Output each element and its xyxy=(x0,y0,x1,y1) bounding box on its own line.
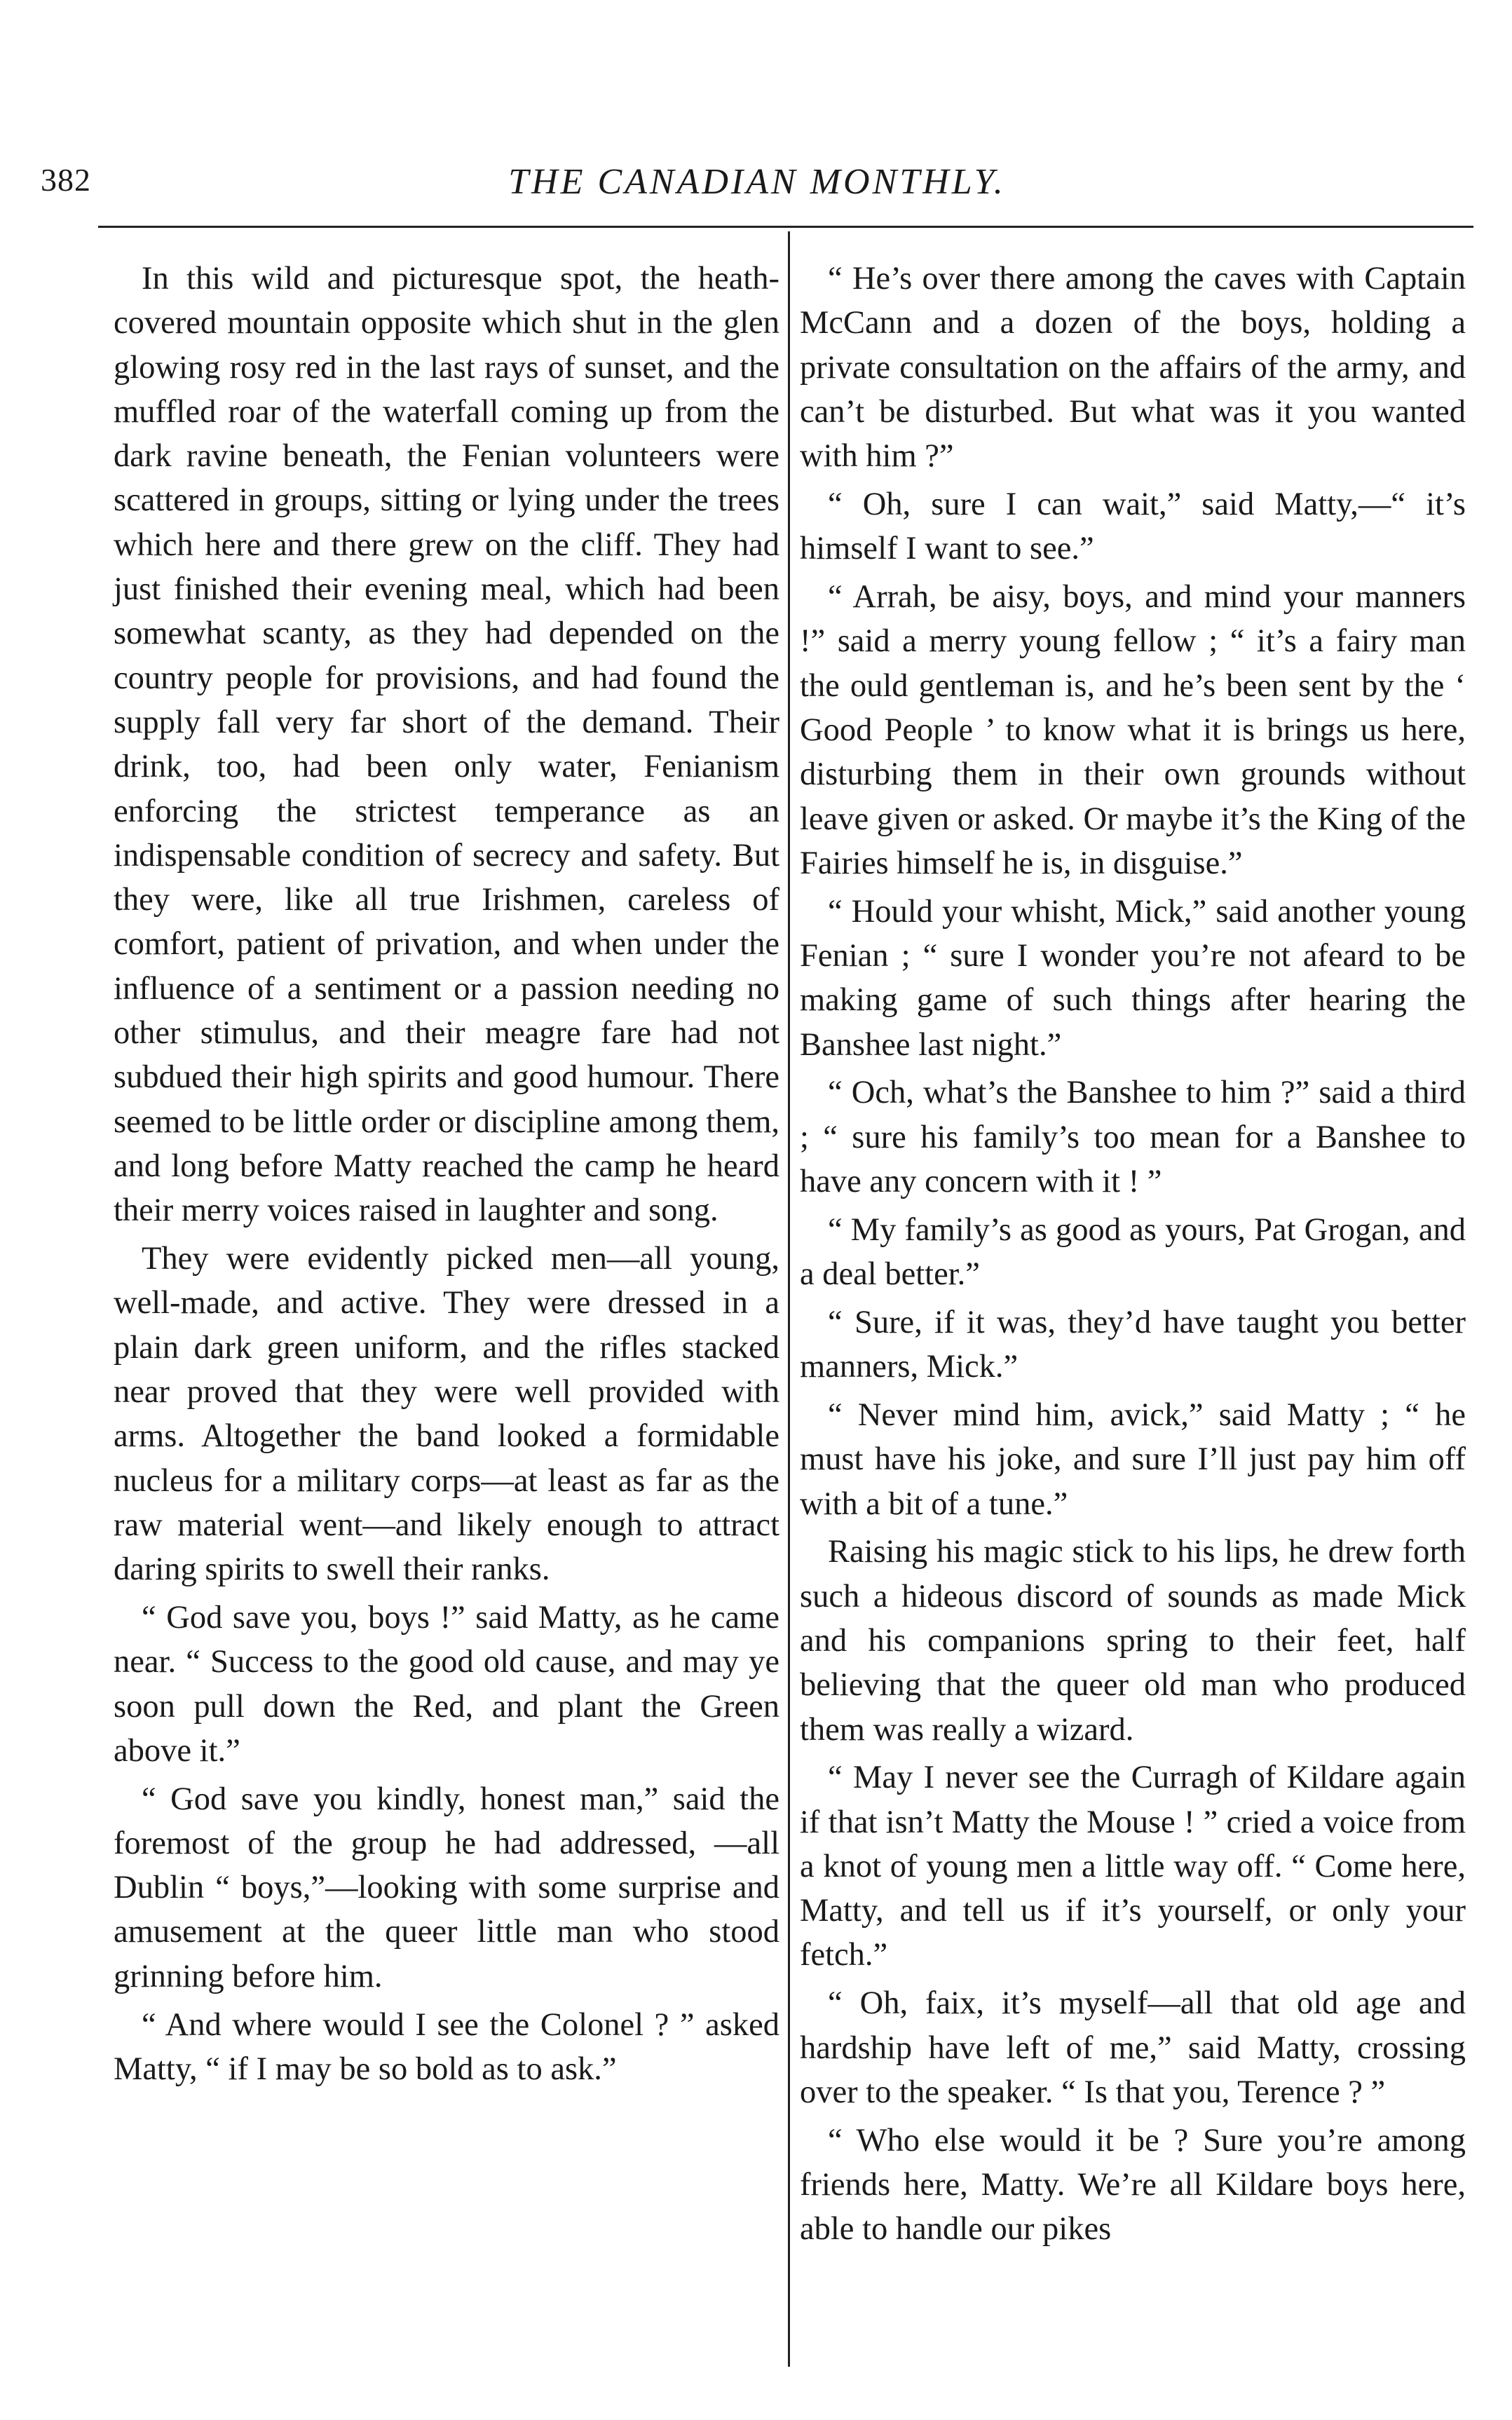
paragraph: They were evidently picked men—all young, well-made, and active. They were dressed in a plain dark green uniform, and the rifles stacked near proved that they were well provided with arms. Altogether the band looked a formidable nucleus for a military corps—at least as far as the raw material went—and likely enough to attract daring spirits to swell their ranks. xyxy=(114,1241,779,1588)
paragraph: “ Sure, if it was, they’d have taught you better manners, Mick.” xyxy=(800,1304,1466,1385)
paragraph: “ My family’s as good as yours, Pat Grogan, and a deal better.” xyxy=(800,1211,1466,1293)
page-number: 382 xyxy=(41,162,91,198)
right-column xyxy=(800,257,1466,2255)
paragraph: “ And where would I see the Colonel ? ” asked Matty, “ if I may be so bold as to ask.” xyxy=(114,2006,779,2087)
page-header xyxy=(39,156,1476,209)
header-rule xyxy=(98,226,1473,228)
paragraph: “ Never mind him, avick,” said Matty ; “ he must have his joke, and sure I’ll just pay him off with a bit of a tune.” xyxy=(800,1396,1466,1522)
paragraph: Raising his magic stick to his lips, he drew forth such a hideous discord of sounds as made Mick and his companions spring to their feet, half believing that the queer old man who produced them was really a wizard. xyxy=(800,1534,1466,1748)
paragraph: “ Oh, faix, it’s myself—all that old age and hardship have left of me,” said Matty, crossing over to the speaker. “ Is that you, Terence ? ” xyxy=(800,1985,1466,2110)
paragraph: “ He’s over there among the caves with Captain McCann and a dozen of the boys, holding a private consultation on the affairs of the army, and can’t be disturbed. But what was it you wanted with him ?” xyxy=(800,261,1466,475)
paragraph: “ God save you, boys !” said Matty, as he came near. “ Success to the good old cause, and may ye soon pull down the Red, and plant the Green above it.” xyxy=(114,1599,779,1769)
paragraph: In this wild and picturesque spot, the heath-covered mountain opposite which shut in the glen glowing rosy red in the last rays of sunset, and the muffled roar of the waterfall coming up from the dark ravine beneath, the Fenian volunteers were scattered in groups, sitting or lying under the trees which here and there grew on the cliff. They had just finished their evening meal, which had been somewhat scanty, as they had depended on the country people for provisions, and had found the supply fall very far short of the demand. Their drink, too, had been only water, Fenianism enforcing the strictest temperance as an indispensable condition of secrecy and safety. But they were, like all true Irishmen, careless of comfort, patient of privation, and when under the influence of a sentiment or a passion needing no other stimulus, and their meagre fare had not subdued their high spirits and good humour. There seemed to be little order or discipline among them, and long before Matty reached the camp he heard their merry voices raised in laughter and song. xyxy=(114,261,779,1229)
running-title: THE CANADIAN MONTHLY. xyxy=(508,162,1006,202)
paragraph: “ Arrah, be aisy, boys, and mind your manners !” said a merry young fellow ; “ it’s a fairy man the ould gentleman is, and he’s been sent by the ‘ Good People ’ to know what it is brings us here, disturbing them in their own grounds without leave given or asked. Or maybe it’s the King of the Fairies himself he is, in disguise.” xyxy=(800,579,1466,881)
paragraph: “ Oh, sure I can wait,” said Matty,—“ it’s himself I want to see.” xyxy=(800,486,1466,567)
paragraph: “ May I never see the Curragh of Kildare again if that isn’t Matty the Mouse ! ” cried a voice from a knot of young men a little way off. “ Come here, Matty, and tell us if it’s yourself, or only your fetch.” xyxy=(800,1760,1466,1973)
paragraph: “ Who else would it be ? Sure you’re among friends here, Matty. We’re all Kildare boys here, able to handle our pikes xyxy=(800,2122,1466,2248)
paragraph: “ Och, what’s the Banshee to him ?” said a third ; “ sure his family’s too mean for a Banshee to have any concern with it ! ” xyxy=(800,1075,1466,1199)
left-column xyxy=(114,257,779,2095)
column-divider xyxy=(788,231,790,2367)
paragraph: “ Hould your whisht, Mick,” said another young Fenian ; “ sure I wonder you’re not afeard to be making game of such things after hearing the Banshee last night.” xyxy=(800,893,1466,1063)
paragraph: “ God save you kindly, honest man,” said the foremost of the group he had addressed, —all Dublin “ boys,”—looking with some surprise and amusement at the queer little man who stood grinning before him. xyxy=(114,1781,779,1994)
